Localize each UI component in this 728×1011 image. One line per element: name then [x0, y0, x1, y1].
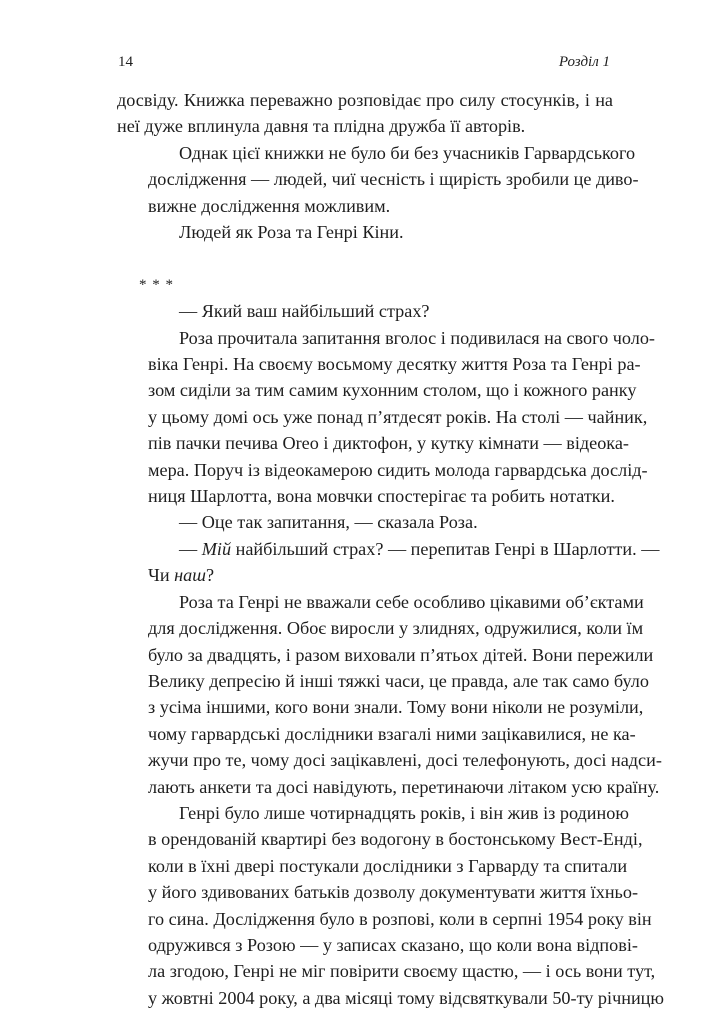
- paragraph: [117, 298, 613, 324]
- paragraph: [117, 325, 655, 510]
- chapter-title: Розділ 1: [558, 54, 610, 70]
- text-line: досвіду. Книжка переважно розповідає про силу стосунків, і на: [117, 90, 613, 110]
- text-line: Велику депресію й інші тяжкі часи, це правда, але так само було: [148, 670, 649, 691]
- page-number: 14: [118, 54, 133, 70]
- text-line: пів пачки печива Oreo і диктофон, у кутку кімнати — відеока-: [148, 433, 629, 454]
- text-line: зом сиділи за тим самим кухонним столом, що і кожного ранку: [148, 380, 637, 401]
- paragraph: [117, 800, 665, 1011]
- text-line: чому гарвардські дослідники взагалі ними зацікавилися, не ка-: [148, 723, 636, 744]
- running-header: [118, 54, 610, 78]
- text-line: у жовтні 2004 року, а два місяці тому відсвяткували 50-ту річницю: [148, 987, 665, 1008]
- text-line: для дослідження. Обоє виросли у злиднях, одружилися, коли їм: [148, 618, 644, 639]
- text-line: ла згодою, Генрі не міг повірити своєму щастю, — і ось вони тут,: [148, 961, 656, 982]
- text-line: вижне дослідження можливим.: [148, 195, 391, 216]
- text-line: у його здивованих батьків дозволу документувати життя їхньо-: [148, 882, 638, 903]
- text-line: мера. Поруч із відеокамерою сидить молода гарвардська дослід-: [148, 459, 648, 480]
- text-line: в орендованій квартирі без водогону в бостонському Вест-Енді,: [148, 829, 643, 850]
- emphasis: наш: [174, 565, 206, 586]
- text-line: [117, 536, 660, 562]
- text-line: лають анкети та досі навідують, перетинаючи літаком усю країну.: [148, 776, 660, 797]
- text-line: Роза та Генрі не вважали себе особливо цікавими об’єктами: [179, 591, 644, 612]
- paragraph: [117, 87, 613, 140]
- paragraph: [117, 536, 660, 589]
- text-line: го сина. Дослідження було в розпові, коли в серпні 1954 року він: [148, 908, 652, 929]
- text-line: [117, 562, 613, 588]
- paragraph: [117, 589, 662, 800]
- text-line: жучи про те, чому досі зацікавлені, досі телефонують, досі надси-: [148, 750, 662, 771]
- text-run: Чи: [148, 565, 170, 586]
- text-line: — Який ваш найбільший страх?: [179, 301, 430, 322]
- paragraph: [117, 219, 613, 245]
- text-line: Людей як Роза та Генрі Кіни.: [179, 222, 404, 243]
- text-line: дослідження — людей, чиї чесність і щирість зробили це диво-: [148, 169, 639, 190]
- text-line: з усіма іншими, кого вони знали. Тому вони ніколи не розуміли,: [148, 697, 644, 718]
- paragraph: [117, 509, 613, 535]
- text-line: ниця Шарлотта, вона мовчки спостерігає та робить нотатки.: [148, 486, 615, 507]
- text-line: коли в їхні двері постукали дослідники з Гарварду та спитали: [148, 855, 628, 876]
- paragraph: [117, 140, 639, 219]
- text-run: ?: [205, 565, 215, 586]
- text-line: одружився з Розою — у записах сказано, що коли вона відпові-: [148, 934, 638, 955]
- emphasis: Мій: [201, 538, 232, 559]
- text-line: Генрі було лише чотирнадцять років, і він жив із родиною: [179, 802, 629, 823]
- section-separator: * * *: [139, 276, 174, 293]
- text-line: було за двадцять, і разом виховали п’ятьох дітей. Вони пережили: [148, 644, 654, 665]
- text-run: найбільший страх? — перепитав Генрі в Шарлотти. —: [235, 538, 660, 559]
- text-line: Роза прочитала запитання вголос і подивилася на свого чоло-: [179, 327, 655, 348]
- text-line: Однак цієї книжки не було би без учасників Гарвардського: [179, 142, 636, 163]
- text-line: — Оце так запитання, — сказала Роза.: [179, 512, 478, 533]
- text-line: у цьому домі ось уже понад п’ятдесят років. На столі — чайник,: [148, 406, 648, 427]
- text-line: неї дуже вплинула давня та плідна дружба її авторів.: [117, 116, 526, 137]
- text-line: віка Генрі. На своєму восьмому десятку життя Роза та Генрі ра-: [148, 354, 641, 375]
- body-text: [117, 87, 665, 1011]
- dash: —: [179, 538, 198, 559]
